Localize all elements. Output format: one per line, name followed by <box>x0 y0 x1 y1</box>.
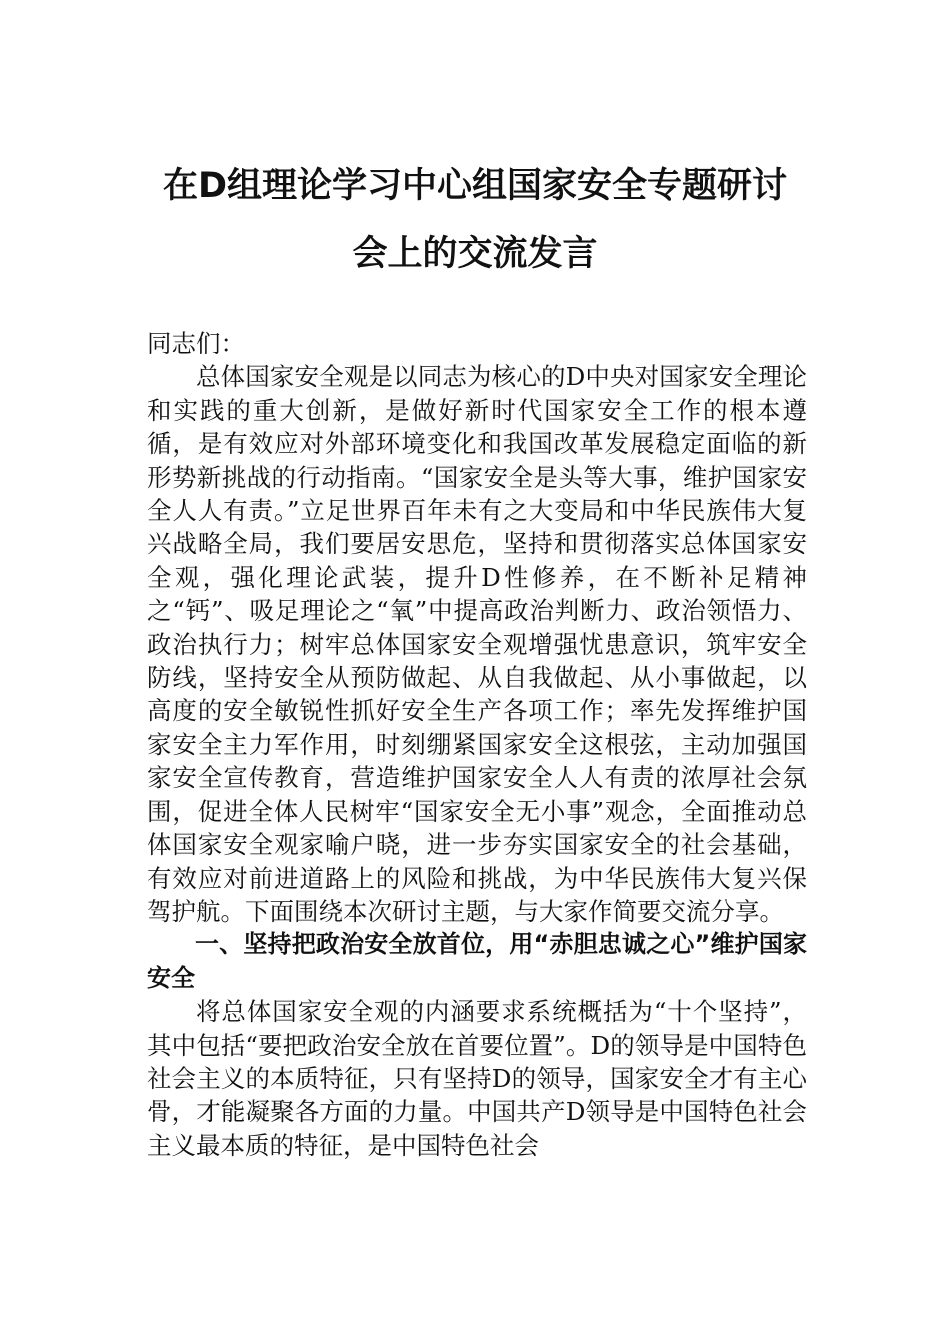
document-title-line-1: 在D组理论学习中心组国家安全专题研讨 <box>162 166 788 206</box>
body-paragraph-1: 总体国家安全观是以同志为核心的D中央对国家安全理论和实践的重大创新，是做好新时代国家安全工作的根本遵循，是有效应对外部环境变化和我国改革发展稳定面临的新形势新挑战的行动指南。“国家安全是头等大事，维护国家安全人人有责。”立足世界百年未有之大变局和中华民族伟大复兴战略全局，我们要居安思危，坚持和贯彻落实总体国家安全观，强化理论武装，提升D性修养，在不断补足精神之“钙”、吸足理论之“氧”中提高政治判断力、政治领悟力、政治执行力；树牢总体国家安全观增强忧患意识，筑牢安全防线，坚持安全从预防做起、从自我做起、从小事做起，以高度的安全敏锐性抓好安全生产各项工作；率先发挥维护国家安全主力军作用，时刻绷紧国家安全这根弦，主动加强国家安全宣传教育，营造维护国家安全人人有责的浓厚社会氛围，促进全体人民树牢“国家安全无小事”观念，全面推动总体国家安全观家喻户晓，进一步夯实国家安全的社会基础，有效应对前进道路上的风险和挑战，为中华民族伟大复兴保驾护航。下面围绕本次研讨主题，与大家作简要交流分享。 <box>147 362 807 926</box>
document-body <box>147 327 807 1162</box>
salutation: 同志们： <box>147 329 245 358</box>
document-title-line-2: 会上的交流发言 <box>352 234 598 274</box>
body-paragraph-2: 将总体国家安全观的内涵要求系统概括为“十个坚持”，其中包括“要把政治安全放在首要位置”。D的领导是中国特色社会主义的本质特征，只有坚持D的领导，国家安全才有主心骨，才能凝聚各方面的力量。中国共产D领导是中国特色社会主义最本质的特征，是中国特色社会 <box>147 997 807 1160</box>
section-heading-1: 一、坚持把政治安全放首位，用“赤胆忠诚之心”维护国家安全 <box>147 930 807 992</box>
